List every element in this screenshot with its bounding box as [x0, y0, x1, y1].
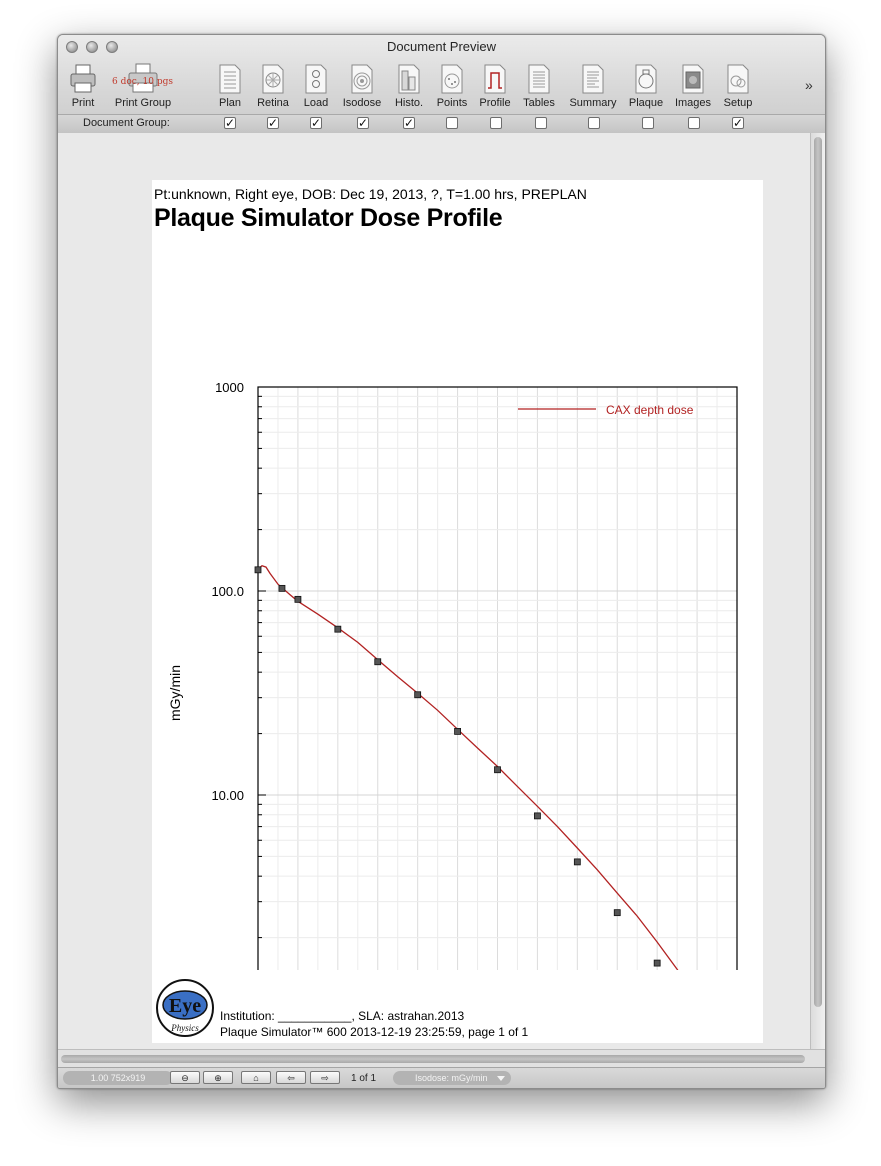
points-doc-icon	[438, 63, 466, 95]
document-preview-window	[57, 34, 826, 1089]
print-group-badge: 6 doc, 10 pgs	[112, 77, 173, 87]
plaque-doc-icon	[632, 63, 660, 95]
load-doc-icon	[302, 63, 330, 95]
checkbox-retina[interactable]: ✓	[268, 116, 279, 130]
title-toolbar-area	[58, 35, 825, 133]
y-tick-label: 1000	[215, 380, 244, 395]
measured-point	[574, 859, 580, 865]
footer-version: Plaque Simulator™ 600 2013-12-19 23:25:59, page 1 of 1	[220, 1025, 529, 1039]
document-group-bar	[58, 114, 825, 133]
tab-images-label: Images	[674, 97, 712, 109]
tab-summary-label: Summary	[569, 97, 617, 109]
tab-images[interactable]	[671, 63, 715, 109]
eye-physics-logo	[154, 978, 216, 1038]
toolbar-overflow-chevron-icon[interactable]: »	[805, 77, 813, 93]
vertical-scrollbar[interactable]	[810, 133, 826, 1049]
tab-profile-label: Profile	[479, 97, 511, 109]
measured-point	[295, 596, 301, 602]
plan-doc-icon	[216, 63, 244, 95]
zoom-field[interactable]: 1.00 752x919	[63, 1071, 173, 1085]
summary-doc-icon	[579, 63, 607, 95]
tab-points-label: Points	[436, 97, 468, 109]
checkbox-tables[interactable]	[535, 117, 547, 129]
tab-tables[interactable]	[519, 63, 559, 109]
tab-plan[interactable]	[210, 63, 250, 109]
zoom-in-button[interactable]: ⊕	[203, 1071, 233, 1084]
histogram-doc-icon	[395, 63, 423, 95]
tab-retina-label: Retina	[257, 97, 289, 109]
horizontal-scrollbar[interactable]	[58, 1049, 825, 1068]
page-title: Plaque Simulator Dose Profile	[154, 204, 503, 232]
checkbox-isodose[interactable]: ✓	[358, 116, 369, 130]
next-page-button[interactable]: ⇨	[310, 1071, 340, 1084]
measured-point	[614, 910, 620, 916]
checkbox-histo[interactable]: ✓	[404, 116, 415, 130]
measured-point	[255, 567, 261, 573]
tab-isodose-label: Isodose	[342, 97, 382, 109]
tab-isodose[interactable]	[340, 63, 384, 109]
chevron-down-icon	[497, 1076, 505, 1081]
tab-histo[interactable]	[389, 63, 429, 109]
footer-institution: Institution: ___________, SLA: astrahan.2013	[220, 1009, 465, 1023]
legend-label: CAX depth dose	[606, 403, 694, 417]
checkbox-summary[interactable]	[588, 117, 600, 129]
logo-text: Eye	[168, 995, 202, 1017]
isodose-units-select[interactable]	[393, 1071, 511, 1085]
tab-profile[interactable]	[475, 63, 515, 109]
patient-header: Pt:unknown, Right eye, DOB: Dec 19, 2013, ?, T=1.00 hrs, PREPLAN	[154, 186, 587, 202]
tab-plaque-label: Plaque	[628, 97, 664, 109]
setup-doc-icon	[724, 63, 752, 95]
tab-load-label: Load	[303, 97, 329, 109]
logo-subtext: Physics	[171, 1023, 199, 1033]
home-page-button[interactable]: ⌂	[241, 1071, 271, 1084]
tab-load[interactable]	[296, 63, 336, 109]
y-tick-label: 10.00	[211, 788, 244, 803]
print-group-label: Print Group	[114, 97, 172, 109]
tab-setup[interactable]	[718, 63, 758, 109]
checkbox-points[interactable]	[446, 117, 458, 129]
previous-page-button[interactable]: ⇦	[276, 1071, 306, 1084]
y-tick-label: 100.0	[211, 584, 244, 599]
measured-point	[654, 960, 660, 966]
tab-setup-label: Setup	[723, 97, 753, 109]
isodose-select-value: Isodose: mGy/min	[415, 1073, 488, 1083]
print-label: Print	[71, 97, 95, 109]
window-title: Document Preview	[386, 39, 497, 54]
preview-area	[58, 133, 810, 1049]
horizontal-scroll-thumb[interactable]	[61, 1055, 805, 1063]
measured-point	[534, 813, 540, 819]
checkbox-images[interactable]	[688, 117, 700, 129]
measured-point	[415, 692, 421, 698]
chart-grid	[258, 387, 737, 970]
isodose-doc-icon	[348, 63, 376, 95]
page-indicator: 1 of 1	[351, 1073, 377, 1084]
checkbox-plaque[interactable]	[642, 117, 654, 129]
document-group-label: Document Group:	[83, 117, 170, 129]
dose-profile-chart	[152, 270, 763, 970]
tab-tables-label: Tables	[523, 97, 555, 109]
tab-retina[interactable]	[253, 63, 293, 109]
measured-point	[279, 585, 285, 591]
tab-summary[interactable]	[565, 63, 621, 109]
y-tick-labels	[211, 380, 244, 803]
checkbox-setup[interactable]: ✓	[733, 116, 744, 130]
status-bar	[58, 1067, 825, 1089]
tab-plaque[interactable]	[624, 63, 668, 109]
print-button[interactable]	[66, 63, 100, 109]
zoom-out-button[interactable]: ⊖	[170, 1071, 200, 1084]
checkbox-load[interactable]: ✓	[311, 116, 322, 130]
retina-doc-icon	[259, 63, 287, 95]
images-doc-icon	[679, 63, 707, 95]
y-axis-label: mGy/min	[167, 665, 183, 721]
tab-histo-label: Histo.	[394, 97, 424, 109]
checkbox-profile[interactable]	[490, 117, 502, 129]
measured-point	[375, 659, 381, 665]
checkbox-plan[interactable]: ✓	[225, 116, 236, 130]
tables-doc-icon	[525, 63, 553, 95]
printer-icon	[69, 63, 97, 95]
tab-points[interactable]	[432, 63, 472, 109]
profile-doc-icon	[481, 63, 509, 95]
tab-plan-label: Plan	[218, 97, 242, 109]
vertical-scroll-thumb[interactable]	[814, 137, 822, 1007]
measured-point	[335, 626, 341, 632]
document-page	[152, 180, 763, 1043]
measured-point	[495, 767, 501, 773]
measured-point	[455, 728, 461, 734]
